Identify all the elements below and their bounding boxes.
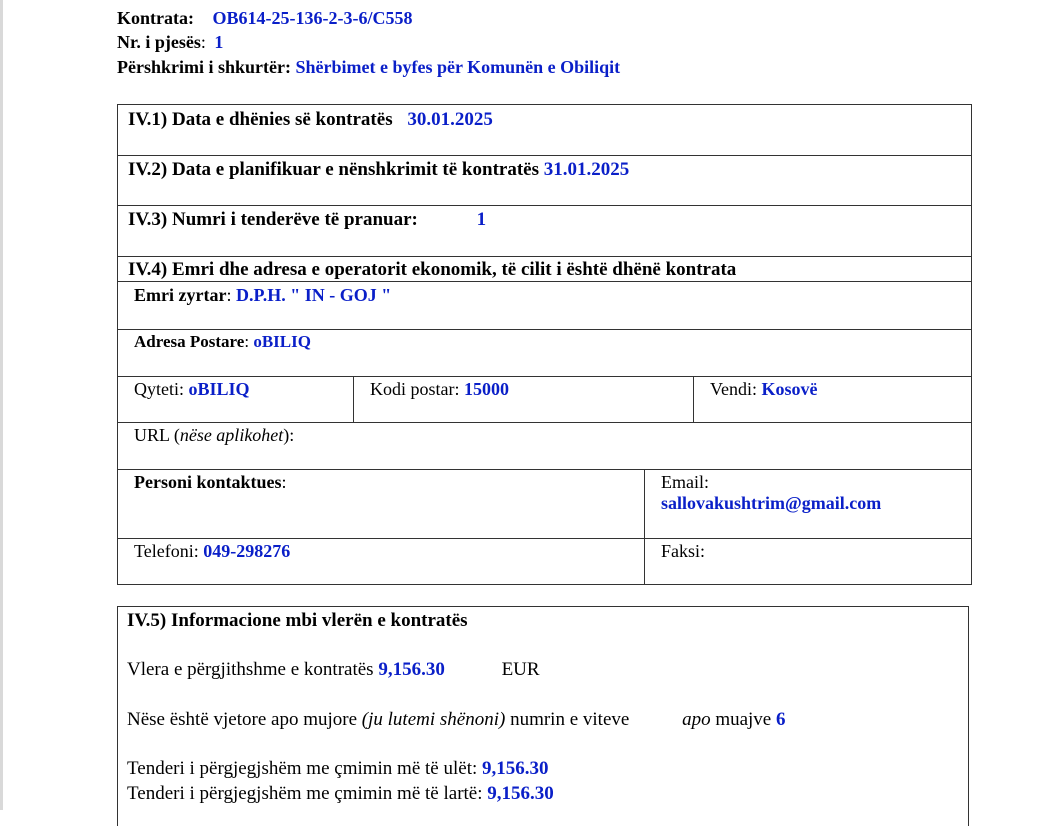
fax-label: Faksi: <box>661 541 706 561</box>
row-postal-address: Adresa Postare: oBILIQ <box>118 330 972 377</box>
part-number: 1 <box>214 32 224 52</box>
country-value: Kosovë <box>761 379 818 399</box>
duration-note: (ju lutemi shënoni) <box>361 709 506 730</box>
iv5-label: IV.5) Informacione mbi vlerën e kontratës <box>127 610 468 631</box>
email-value[interactable]: sallovakushtrim@gmail.com <box>661 493 882 513</box>
part-line <box>117 32 223 53</box>
iv5-heading <box>127 610 468 632</box>
part-colon: : <box>200 32 206 52</box>
url-label: URL ( <box>134 425 180 445</box>
official-name-label: Emri zyrtar <box>134 285 227 305</box>
postal-code-label: Kodi postar: <box>370 379 460 399</box>
phone-label: Telefoni: <box>134 541 199 561</box>
row-contact: Personi kontaktues: Email: sallovakushtrim@gmail.com <box>118 470 972 539</box>
iv3-count: 1 <box>476 209 487 230</box>
description-value: Shërbimet e byfes për Komunën e Obiliqit <box>295 57 621 77</box>
row-url <box>118 423 972 470</box>
contract-line <box>117 8 412 29</box>
url-end: ): <box>283 425 295 445</box>
duration-months-label: muajve <box>715 709 772 730</box>
currency: EUR <box>501 659 540 680</box>
highest-value: 9,156.30 <box>487 783 554 804</box>
city-value: oBILIQ <box>188 379 250 399</box>
postal-address-label: Adresa Postare <box>134 332 245 351</box>
row-official-name: Emri zyrtar: D.P.H. " IN - GOJ " <box>118 282 972 330</box>
row-iv2 <box>118 156 972 206</box>
description-line <box>117 57 620 78</box>
row-city <box>118 377 972 423</box>
url-note: nëse aplikohet <box>179 425 284 445</box>
city-label: Qyteti: <box>134 379 184 399</box>
lowest-price-line <box>127 758 549 780</box>
duration-label-b: numrin e viteve <box>510 709 630 730</box>
highest-price-line <box>127 783 554 805</box>
row-iv1 <box>118 105 972 156</box>
highest-label: Tenderi i përgjegjshëm me çmimin më të lartë: <box>127 783 483 804</box>
postal-address-value: oBILIQ <box>253 332 311 351</box>
iv3-label: IV.3) Numri i tenderëve të pranuar: <box>128 209 418 230</box>
iv2-date: 31.01.2025 <box>543 159 630 180</box>
lowest-value: 9,156.30 <box>482 758 549 779</box>
postal-code-value: 15000 <box>464 379 509 399</box>
lowest-label: Tenderi i përgjegjshëm me çmimin më të ulët: <box>127 758 478 779</box>
phone-value: 049-298276 <box>203 541 291 561</box>
page-edge <box>0 0 3 810</box>
row-phone <box>118 539 972 585</box>
iv1-label: IV.1) Data e dhënies së kontratës <box>128 109 393 130</box>
iv2-label: IV.2) Data e planifikuar e nënshkrimit të kontratës <box>128 159 539 180</box>
part-label: Nr. i pjesës <box>117 32 201 52</box>
description-label: Përshkrimi i shkurtër: <box>117 57 291 77</box>
iv4-label: IV.4) Emri dhe adresa e operatorit ekonomik, të cilit i është dhënë kontrata <box>128 259 737 280</box>
duration-line <box>127 709 786 731</box>
email-label: Email: <box>661 472 709 492</box>
duration-months-value: 6 <box>776 709 786 730</box>
iv1-date: 30.01.2025 <box>407 109 493 130</box>
contract-award-table <box>117 104 972 585</box>
contact-label: Personi kontaktues <box>134 472 282 492</box>
official-name-value: D.P.H. " IN - GOJ " <box>235 285 392 305</box>
total-label: Vlera e përgjithshme e kontratës <box>127 659 374 680</box>
duration-apo: apo <box>682 709 711 730</box>
contract-label: Kontrata: <box>117 8 194 28</box>
total-value: 9,156.30 <box>378 659 445 680</box>
row-iv4-heading <box>118 257 972 282</box>
row-iv3 <box>118 206 972 257</box>
country-label: Vendi: <box>710 379 757 399</box>
total-value-line <box>127 659 540 681</box>
contract-number: OB614-25-136-2-3-6/C558 <box>212 8 413 28</box>
duration-label-a: Nëse është vjetore apo mujore <box>127 709 358 730</box>
